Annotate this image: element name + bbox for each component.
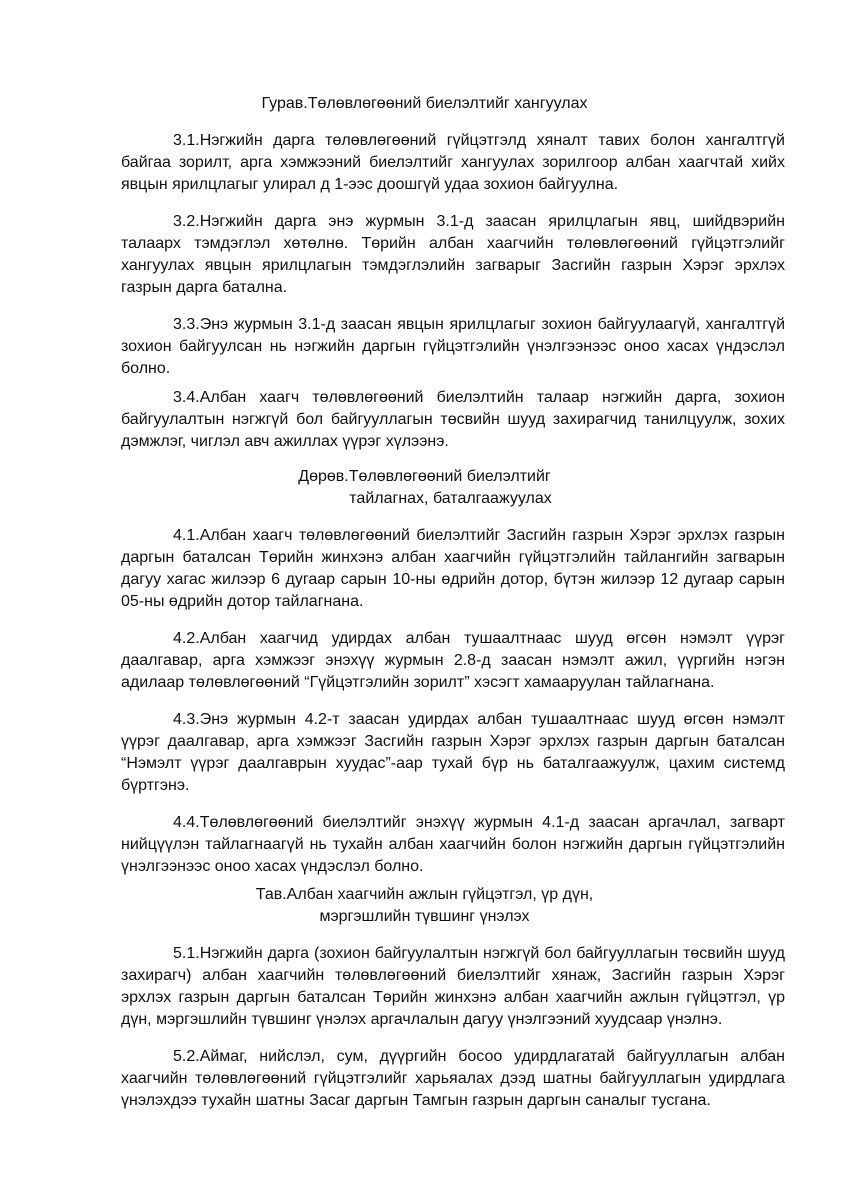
paragraph-3-2: 3.2.Нэгжийн дарга энэ журмын 3.1-д заасан ярилцлагын явц, шийдвэрийн талаарх тэмдэглэл хөтөлнө. Төрийн албан хаагчийн төлөвлөгөөний гүйцэтгэлийг хангуулах явцын ярилцлагын тэмдэглэлийн загварыг Засгийн газрын Хэрэг эрхлэх газрын дарга батална. <box>121 213 785 296</box>
paragraph-4-1: 4.1.Албан хаагч төлөвлөгөөний биелэлтийг Засгийн газрын Хэрэг эрхлэх газрын даргын баталсан Төрийн жинхэнэ албан хаагчийн гүйцэтгэлийн тайлангийн загварын дагуу хагас жилээр 6 дугаар сарын 10-ны өдрийн дотор, бүтэн жилээр 12 дугаар сарын 05-ны өдрийн дотор тайлагнана. <box>121 527 785 610</box>
section-5-heading-line1: Тав.Албан хаагчийн ажлын гүйцэтгэл, үр дүн, <box>255 886 594 903</box>
paragraph-5-2: 5.2.Аймаг, нийслэл, сум, дүүргийн босоо удирдлагатай байгууллагын албан хаагчийн төлөвлөгөөний гүйцэтгэлийг харьяалах дээд шатны байгууллагын удирдлага үнэлэхдээ тухайн шатны Засаг даргын Тамгын газрын даргын саналыг тусгана. <box>121 1048 785 1109</box>
section-4-heading-line2: тайлагнах, баталгаажуулах <box>349 490 552 507</box>
paragraph-3-3: 3.3.Энэ журмын 3.1-д заасан явцын ярилцлагыг зохион байгуулаагүй, хангалтгүй зохион байгуулсан нь нэгжийн даргын гүйцэтгэлийн үнэлгээнээс оноо хасах үндэслэл болно. <box>121 316 785 377</box>
paragraph-3-4: 3.4.Албан хаагч төлөвлөгөөний биелэлтийн талаар нэгжийн дарга, зохион байгуулалтын нэгжгүй бол байгууллагын төсвийн шууд захирагчид танилцуулж, зохих дэмжлэг, чиглэл авч ажиллах үүрэг хүлээнэ. <box>121 389 785 450</box>
paragraph-4-4: 4.4.Төлөвлөгөөний биелэлтийг энэхүү журмын 4.1-д заасан аргачлал, загварт нийцүүлэн тайлагнаагүй нь тухайн албан хаагчийн болон нэгжийн даргын гүйцэтгэлийн үнэлгээнээс оноо хасах үндэслэл болно. <box>121 814 785 875</box>
paragraph-5-1: 5.1.Нэгжийн дарга (зохион байгуулалтын нэгжгүй бол байгууллагын төсвийн шууд захирагч) албан хаагчийн төлөвлөгөөний биелэлтийг хянаж, Засгийн газрын Хэрэг эрхлэх газрын даргын баталсан Төрийн жинхэнэ албан хаагчийн ажлын гүйцэтгэл, үр дүн, мэргэшлийн түвшинг үнэлэх аргачлалын дагуу үнэлгээний хуудсаар үнэлнэ. <box>121 945 785 1028</box>
paragraph-4-2: 4.2.Албан хаагчид удирдах албан тушаалтнаас шууд өгсөн нэмэлт үүрэг даалгавар, арга хэмжээг энэхүү журмын 2.8-д заасан нэмэлт ажил, үүргийн нэгэн адилаар төлөвлөгөөний “Гүйцэтгэлийн зорилт” хэсэгт хамааруулан тайлагнана. <box>121 630 785 691</box>
section-5-heading-line2: мэргэшлийн түвшинг үнэлэх <box>319 908 530 925</box>
section-3-heading: Гурав.Төлөвлөгөөний биелэлтийг хангуулах <box>261 95 588 112</box>
paragraph-4-3: 4.3.Энэ журмын 4.2-т заасан удирдах албан тушаалтнаас шууд өгсөн нэмэлт үүрэг даалгавар, арга хэмжээг Засгийн газрын Хэрэг эрхлэх газрын даргын баталсан “Нэмэлт үүрэг даалгаврын хуудас”-аар тухай бүр нь баталгаажуулж, цахим системд бүртгэнэ. <box>121 711 785 794</box>
section-4-heading-line1: Дөрөв.Төлөвлөгөөний биелэлтийг <box>298 468 551 485</box>
paragraph-3-1: 3.1.Нэгжийн дарга төлөвлөгөөний гүйцэтгэлд хяналт тавих болон хангалтгүй байгаа зорилт, арга хэмжээний биелэлтийг хангуулах зорилгоор албан хаагчтай хийх явцын ярилцлагыг улирал д 1-ээс доошгүй удаа зохион байгуулна. <box>121 132 785 193</box>
